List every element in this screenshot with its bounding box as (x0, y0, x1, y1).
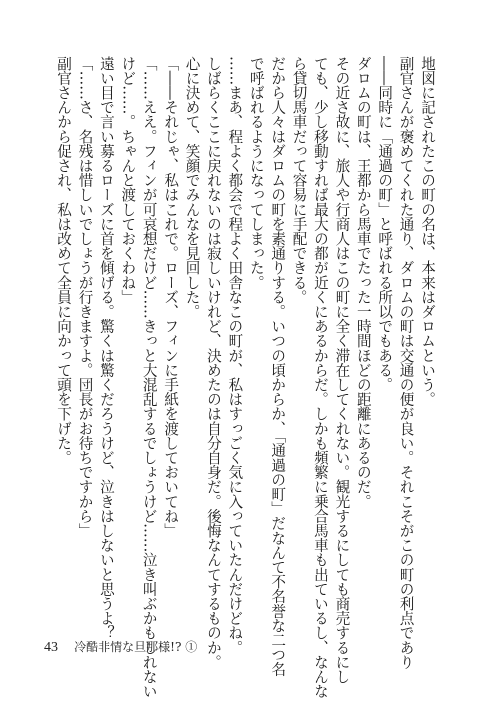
text-line: ても、少し移動すれば最大の都が近くにあるからだ。しかも頻繁に乗合馬車も出ているし、なんな (311, 56, 329, 699)
text-line: 遠い目で言い募るローズに首を傾げる。驚くは驚くだろうけど、泣きはしないと思うよ？ (97, 56, 115, 640)
text-line: ダロムの町は、王都から馬車でたった一時間ほどの距離にあるのだ。 (354, 56, 372, 509)
text-line: ら貸切馬車だって容易に手配できる。 (290, 56, 308, 305)
text-line: 「――それじゃ、私はこれで。ローズ、フィンに手紙を渡しておいてね」 (162, 56, 180, 538)
text-line: その近さ故に、旅人や行商人はこの町に全く滞在してくれない。観光するにしても商売するにし (333, 56, 351, 684)
text-line: ……まあ、程よく都会で程よく田舎なこの町が、私はすっごく気に入っていたんだけどね。 (226, 56, 244, 655)
text-line: ――同時に「通過の町」と呼ばれる所以でもある。 (376, 56, 394, 392)
running-title: 冷酷非情な旦那様!? ① (74, 640, 198, 654)
text-line: 「……さ、名残は惜しいでしょうが行きますよ。団長がお待ちですから」 (76, 56, 94, 538)
text-line: しばらくここに戻れないのは寂しいけれど、決めたのは自分自身だ。後悔なんてするものか。 (204, 56, 222, 670)
text-line: だから人々はダロムの町を素通りする。いつの頃からか、「通過の町」だなんて不名誉な二つ名 (269, 56, 287, 677)
page-footer (44, 638, 197, 656)
page-number: 43 (44, 640, 58, 655)
text-line: 「……ええ。フィンが可哀想だけど……きっと大混乱するでしょうけど……泣き叫ぶかもしれない (140, 56, 158, 699)
text-line: で呼ばれるようになってしまった。 (247, 56, 265, 290)
text-line: 副官さんから促され、私は改めて全員に向かって頭を下げた。 (55, 56, 73, 465)
text-line: けど……。ちゃんと渡しておくわね」 (119, 56, 137, 305)
text-line: 地図に記されたこの町の名は、本来はダロムという。 (419, 56, 436, 407)
text-line: 心に決めて、笑顔でみんなを見回した。 (183, 56, 201, 319)
text-line: 副官さんが褒めてくれた通り、ダロムの町は交通の便が良い。それこそがこの町の利点であり (397, 56, 415, 670)
